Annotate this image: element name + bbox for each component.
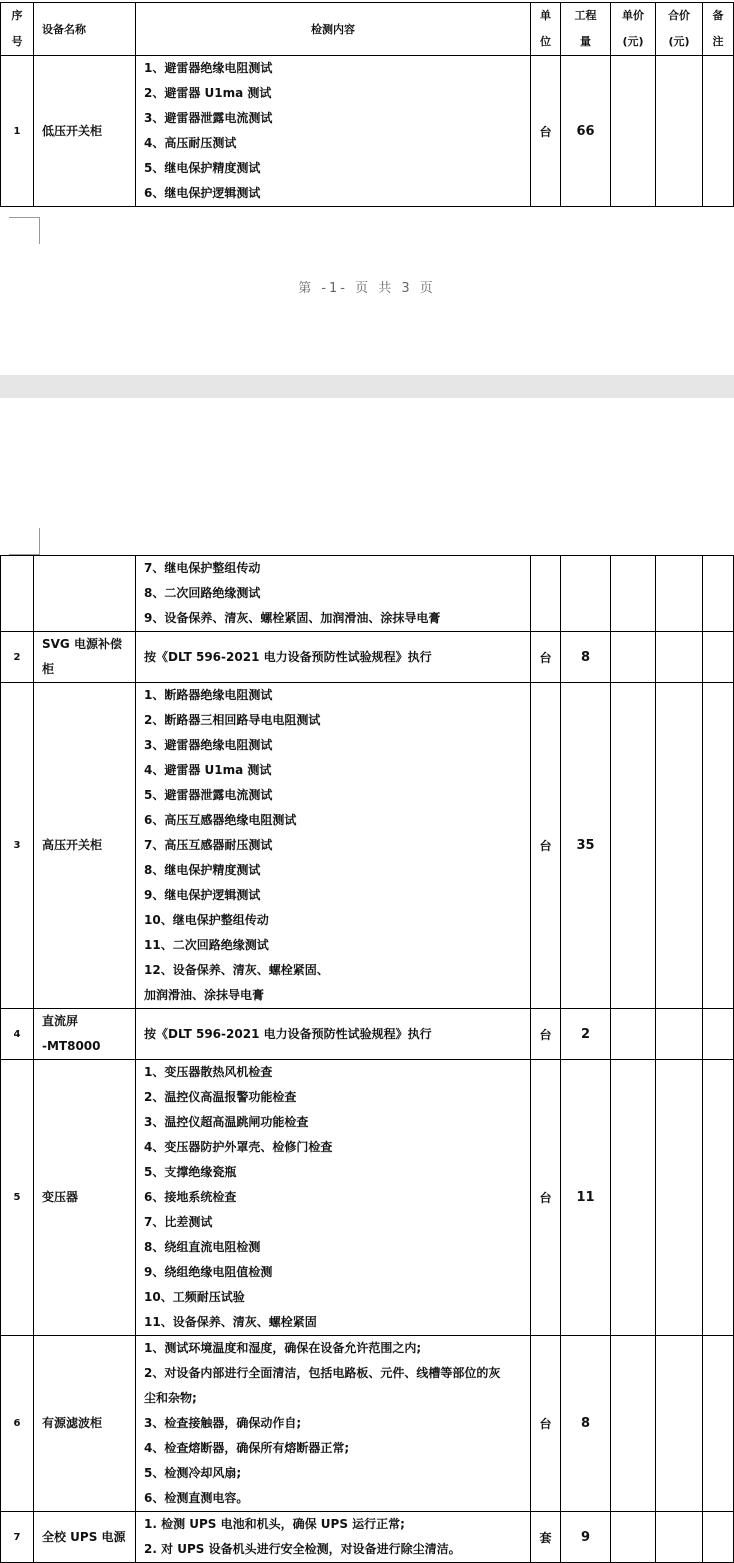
table-row [1,632,734,683]
inspection-table-page-1 [0,2,734,207]
inspection-item: 1、测试环境温度和湿度，确保在设备允许范围之内; [144,1341,422,1355]
table-row [1,556,734,632]
page-footer: 第 -1- 页 共 3 页 [298,281,436,296]
cell-remark [703,632,734,683]
cell-quantity: 35 [561,683,611,1009]
inspection-item: 按《DLT 596-2021 电力设备预防性试验规程》执行 [144,1026,432,1041]
equipment-name-line: 高压开关柜 [42,838,103,852]
cell-unit: 台 [531,1060,561,1336]
cell-unit-price [611,56,656,207]
cell-no: 3 [1,683,34,1009]
table-row [1,1336,734,1512]
cell-remark [703,1512,734,1563]
cell-quantity: 8 [561,1336,611,1512]
inspection-item: 1、避雷器绝缘电阻测试 [144,61,273,75]
inspection-item: 9、设备保养、清灰、螺栓紧固、加润滑油、涂抹导电膏 [144,611,441,625]
inspection-item: 尘和杂物; [144,1391,197,1405]
cell-unit-price [611,556,656,632]
cell-quantity: 2 [561,1009,611,1060]
inspection-item: 5、支撑绝缘瓷瓶 [144,1165,237,1179]
cell-inspection-content [136,56,531,207]
inspection-item: 2、温控仪高温报警功能检查 [144,1090,297,1104]
header-no: 序 号 [1,3,34,56]
inspection-item: 9、继电保护逻辑测试 [144,888,261,902]
inspection-item: 4、检查熔断器，确保所有熔断器正常; [144,1441,350,1455]
cell-quantity: 9 [561,1512,611,1563]
header-qty: 工程 量 [561,3,611,56]
inspection-item: 加润滑油、涂抹导电膏 [144,988,265,1002]
cell-quantity [561,556,611,632]
cell-no: 2 [1,632,34,683]
inspection-item: 2、避雷器 U1ma 测试 [144,86,272,100]
inspection-item: 3、避雷器绝缘电阻测试 [144,738,273,752]
table-row [1,683,734,1009]
cell-total-price [656,1512,703,1563]
inspection-item: 6、高压互感器绝缘电阻测试 [144,813,297,827]
cell-no [1,556,34,632]
header-content: 检测内容 [136,3,531,56]
cell-quantity: 66 [561,56,611,207]
cell-inspection-content [136,556,531,632]
cell-total-price [656,1009,703,1060]
cell-equipment-name [34,56,136,207]
header-total: 合价 (元) [656,3,703,56]
cell-total-price [656,632,703,683]
header-price: 单价 (元) [611,3,656,56]
inspection-item: 3、避雷器泄露电流测试 [144,111,273,125]
table-row [1,1512,734,1563]
inspection-item: 2、断路器三相回路导电电阻测试 [144,713,321,727]
cell-unit: 台 [531,632,561,683]
inspection-item: 2. 对 UPS 设备机头进行安全检测，对设备进行除尘清洁。 [144,1542,461,1556]
cell-remark [703,556,734,632]
table-row [1,56,734,207]
equipment-name-line: 直流屏 [42,1014,79,1028]
cell-unit-price [611,1512,656,1563]
cell-equipment-name [34,632,136,683]
inspection-item: 7、比差测试 [144,1215,213,1229]
cell-total-price [656,56,703,207]
inspection-item: 1、变压器散热风机检查 [144,1065,273,1079]
inspection-item: 6、继电保护逻辑测试 [144,186,261,200]
inspection-item: 2、对设备内部进行全面清洁，包括电路板、元件、线槽等部位的灰 [144,1366,501,1380]
cell-equipment-name [34,1512,136,1563]
equipment-name-line: 柜 [42,662,55,676]
inspection-item: 8、绕组直流电阻检测 [144,1240,261,1254]
inspection-item: 6、检测直测电容。 [144,1491,249,1505]
inspection-item: 11、二次回路绝缘测试 [144,938,269,952]
cell-unit-price [611,1060,656,1336]
inspection-item: 10、工频耐压试验 [144,1290,245,1304]
table-row [1,1009,734,1060]
cell-remark [703,56,734,207]
page-corner-mark [9,528,40,555]
inspection-item: 1. 检测 UPS 电池和机头，确保 UPS 运行正常; [144,1517,405,1531]
cell-total-price [656,556,703,632]
inspection-item: 5、继电保护精度测试 [144,161,261,175]
table-row [1,1060,734,1336]
cell-unit: 套 [531,1512,561,1563]
inspection-item: 5、检测冷却风扇; [144,1466,242,1480]
cell-unit: 台 [531,1336,561,1512]
inspection-table-page-2 [0,555,734,1563]
cell-inspection-content [136,1009,531,1060]
cell-equipment-name [34,1060,136,1336]
equipment-name-line: 低压开关柜 [42,123,103,138]
cell-no: 6 [1,1336,34,1512]
cell-inspection-content [136,1336,531,1512]
cell-unit-price [611,683,656,1009]
cell-remark [703,1336,734,1512]
inspection-item: 6、接地系统检查 [144,1190,237,1204]
cell-no: 4 [1,1009,34,1060]
header-unit: 单 位 [531,3,561,56]
inspection-item: 4、高压耐压测试 [144,136,237,150]
inspection-item: 1、断路器绝缘电阻测试 [144,688,273,702]
cell-inspection-content [136,632,531,683]
inspection-item: 12、设备保养、清灰、螺栓紧固、 [144,963,329,977]
cell-remark [703,683,734,1009]
cell-unit-price [611,1009,656,1060]
cell-unit: 台 [531,1009,561,1060]
equipment-name-line: 全校 UPS 电源 [42,1529,126,1544]
cell-total-price [656,683,703,1009]
header-name: 设备名称 [34,3,136,56]
inspection-item: 9、绕组绝缘电阻值检测 [144,1265,273,1279]
cell-unit-price [611,632,656,683]
cell-quantity: 8 [561,632,611,683]
inspection-item: 8、二次回路绝缘测试 [144,586,261,600]
table-header-row [1,3,734,56]
inspection-item: 4、避雷器 U1ma 测试 [144,763,272,777]
cell-equipment-name [34,556,136,632]
cell-inspection-content [136,683,531,1009]
equipment-name-line: SVG 电源补偿 [42,637,122,651]
cell-unit: 台 [531,683,561,1009]
cell-unit [531,556,561,632]
cell-equipment-name [34,683,136,1009]
inspection-item: 7、继电保护整组传动 [144,561,261,575]
inspection-item: 按《DLT 596-2021 电力设备预防性试验规程》执行 [144,649,432,664]
page-1 [0,0,734,375]
page-corner-mark [9,217,40,244]
page-2 [0,398,734,1559]
inspection-item: 4、变压器防护外罩壳、检修门检查 [144,1140,333,1154]
cell-inspection-content [136,1512,531,1563]
cell-no: 1 [1,56,34,207]
inspection-item: 11、设备保养、清灰、螺栓紧固 [144,1315,317,1329]
page-gap [0,375,734,398]
inspection-item: 10、继电保护整组传动 [144,913,269,927]
cell-unit: 台 [531,56,561,207]
inspection-item: 7、高压互感器耐压测试 [144,838,273,852]
cell-total-price [656,1336,703,1512]
cell-remark [703,1060,734,1336]
inspection-item: 3、温控仪超高温跳闸功能检查 [144,1115,309,1129]
header-remark: 备 注 [703,3,734,56]
cell-equipment-name [34,1009,136,1060]
cell-no: 5 [1,1060,34,1336]
inspection-item: 3、检查接触器，确保动作自; [144,1416,302,1430]
inspection-item: 8、继电保护精度测试 [144,863,261,877]
cell-equipment-name [34,1336,136,1512]
cell-total-price [656,1060,703,1336]
equipment-name-line: 变压器 [42,1190,79,1204]
cell-quantity: 11 [561,1060,611,1336]
cell-remark [703,1009,734,1060]
equipment-name-line: -MT8000 [42,1039,101,1053]
cell-inspection-content [136,1060,531,1336]
cell-unit-price [611,1336,656,1512]
equipment-name-line: 有源滤波柜 [42,1416,103,1430]
inspection-item: 5、避雷器泄露电流测试 [144,788,273,802]
cell-no: 7 [1,1512,34,1563]
